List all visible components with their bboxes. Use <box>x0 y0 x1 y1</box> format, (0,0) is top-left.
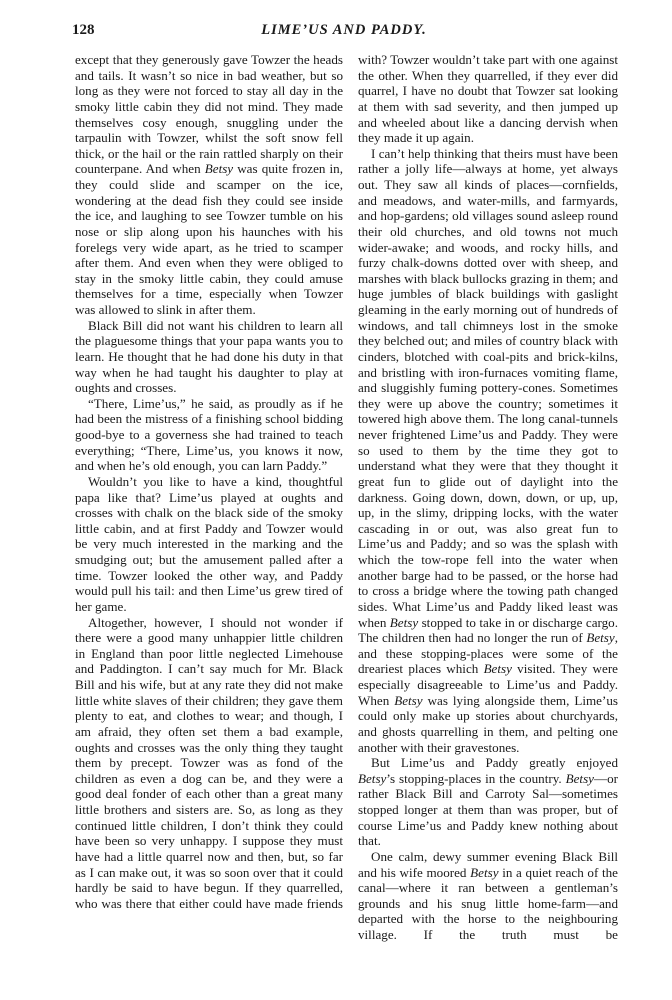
page-header <box>70 22 618 44</box>
barge-name: Betsy <box>394 692 423 708</box>
barge-name: Betsy <box>470 864 499 880</box>
barge-name: Betsy <box>565 770 594 786</box>
barge-name: Betsy <box>204 161 234 177</box>
running-title: LIME’US AND PADDY. <box>261 22 427 38</box>
paragraph: But Lime’us and Paddy greatly enjoyed Betsy’s stopping-places in the country. Betsy—or rather Black Bill and Carroty Sal—sometimes stopped longer at them than was proper, but of course Lime’us and Paddy knew nothing about that. <box>358 755 618 849</box>
paragraph: One calm, dewy summer evening Black Bill and his wife moored Betsy in a quiet reach of the canal—where it ran between a gentleman’s grounds and his snug little home-farm—and departed with the horse to the neighbouring village. If the truth must be <box>358 848 618 942</box>
paragraph: with? Towzer wouldn’t take part with one against the other. When they quarrelled, if they ever did quarrel, I have no doubt that Towzer sat looking at them with sad severity, and then jumped up and wheeled about like a dancing dervish when they made it up again. <box>358 52 618 146</box>
paragraph: “There, Lime’us,” he said, as proudly as if he had been the mistress of a finishing school bidding good-bye to a governess she had trained to teach everything; “There, Lime’us, you knows it now, and when he’s old enough, you can larn Paddy.” <box>75 395 343 474</box>
paragraph: Black Bill did not want his children to learn all the plaguesome things that your papa wants you to learn. He thought that he had done his duty in that way when he had taught his daughter to play at oughts and crosses. <box>75 317 343 396</box>
paragraph: Altogether, however, I should not wonder if there were a good many unhappier little children in England than poor little neglected Limehouse and Paddington. I can’t say much for Mr. Black Bill and his wife, but at any rate they did not make little white slaves of their children; they gave them plenty to eat, and clothes to wear; and though, I am afraid, they often set them a bad example, oughts and crosses was the only thing they taught them by precept. Towzer was as fond of the children as even a dog can be, and they were a good deal fonder of each other than a great many little brothers and sisters are. So, as long as they continued little children, I don’t think they could have been so very unhappy. I suppose they must have had a little quarrel now and then, but, so far as I can make out, it was so soon over that it could hardly be said to have begun. If they quarrelled, who was there that either could have made friends <box>75 614 343 911</box>
paragraph: I can’t help thinking that theirs must have been rather a jolly life—always at home, yet always out. They saw all kinds of places—cornfields, and meadows, and water-mills, and farmyards, and hop-gardens; old villages sound asleep round their old churches, and old towns not much wider-awake; and woods, and rocky hills, and furzy chalk-downs dotted over with sheep, and marshes with black bullocks grazing in them; and huge jumbles of black buildings with gaslight gleaming in the early morning out of hundreds of windows, and tall chimneys lost in the smoke they belched out; and miles of country black with cinders, blotched with coal-pits and brick-kilns, and bristling with iron-furnaces vomiting flame, and sluggishly fuming pottery-cones. Sometimes they were up above the country; sometimes it towered high above them. The long canal-tunnels never frightened Lime’us and Paddy. They were so used to them by the time they got to understand what they were that they thought it great fun to glide out of daylight into the darkness. Going down, down, down, or up, up, up, in the slimy, dripping locks, with the water cascading in or out, was also great fun to Lime’us and Paddy; and so was the splash with which the tow-rope fell into the water when another barge had to be passed, or the horse had to cross a bridge where the towing path changed sides. What Lime’us and Paddy liked least was when Betsy stopped to take in or discharge cargo. The children then had no longer the run of Betsy, and these stopping-places were some of the dreariest places which Betsy visited. They were especially disagreeable to Lime’us and Paddy. When Betsy was lying alongside them, Lime’us could only make up stories about churchyards, and ghosts quarrelling in them, and pelting one another with their gravestones. <box>358 145 619 755</box>
barge-name: Betsy <box>483 661 512 677</box>
paragraph: except that they generously gave Towzer the heads and tails. It wasn’t so nice in bad weather, but so long as they were not forced to stay all day in the smoky little cabin they did not mind. They made themselves cosy enough, snuggling under the tarpaulin with Towzer, whilst the soft snow fell thick, or the hail or the rain rattled sharply on their counterpane. And when Betsy was quite frozen in, they could slide and scamper on the ice, wondering at the dead fish they could see inside the ice, and laughing to see Towzer tumble on his nose or slip along upon his haunches with his forelegs very wide apart, as he tried to scamper after them. And even when they were obliged to stay in the smoky little cabin, they could amuse themselves for a time, especially when Towzer was allowed to slink in after them. <box>75 52 343 317</box>
right-column <box>358 52 618 943</box>
paragraph: Wouldn’t you like to have a kind, thoughtful papa like that? Lime’us played at oughts and crosses with chalk on the black side of the smoky little cabin, and at first Paddy and Towzer would be very much interested in the marking and the smudging out; but the amusement palled after a time. Towzer looked the other way, and Paddy would pull his tail: and then Lime’us grew tired of her game. <box>75 473 343 614</box>
barge-name: Betsy <box>389 614 419 630</box>
barge-name: Betsy <box>358 770 387 786</box>
barge-name: Betsy <box>586 630 615 646</box>
page-number: 128 <box>72 22 95 38</box>
left-column <box>75 52 343 911</box>
